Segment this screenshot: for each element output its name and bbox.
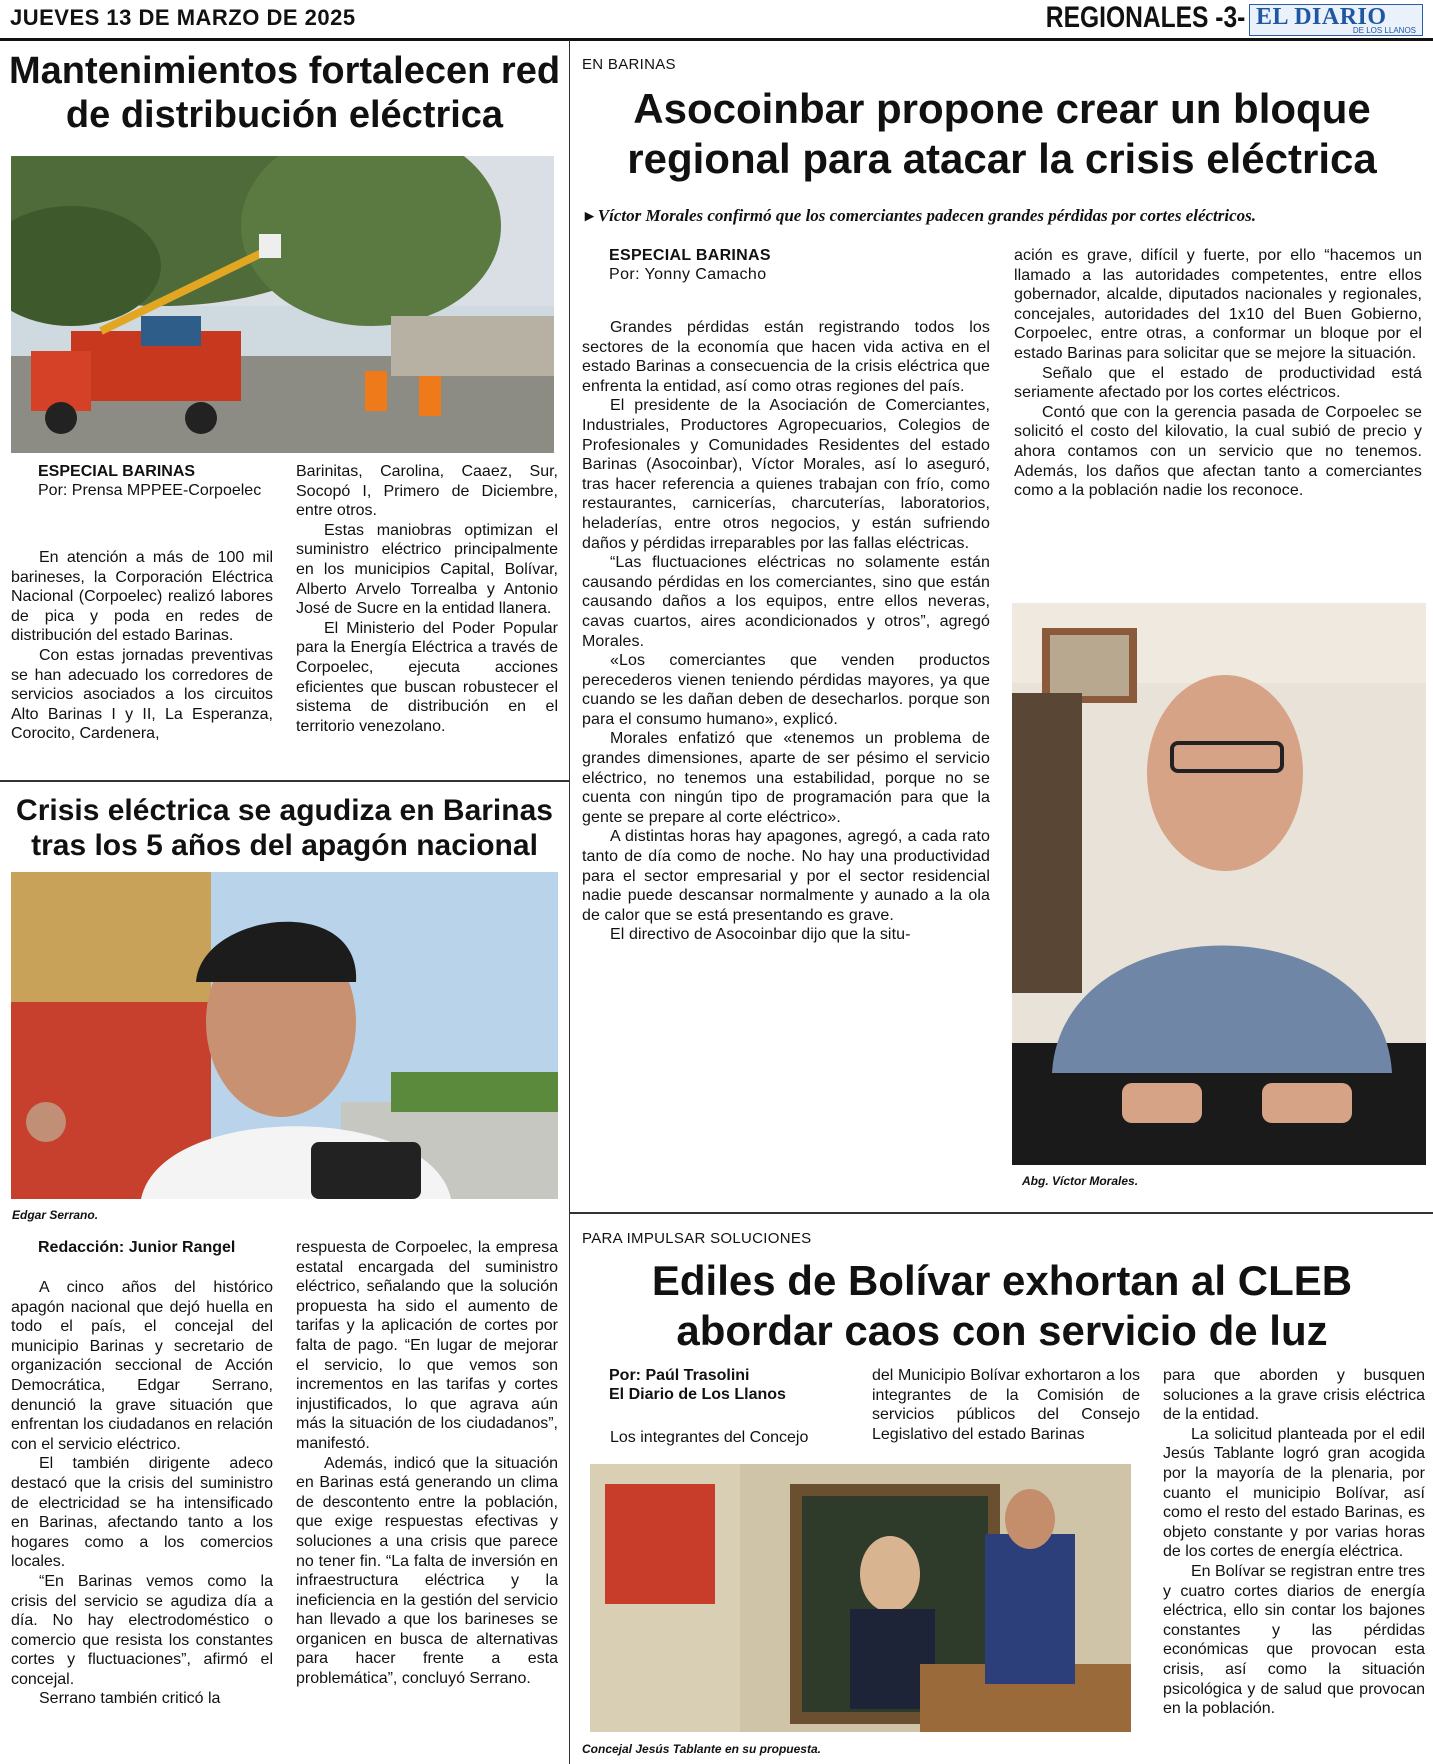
article2-column-2: [296, 1238, 558, 1689]
article4-kicker: PARA IMPULSAR SOLUCIONES: [582, 1230, 812, 1247]
left-divider: [0, 780, 569, 782]
article1-photo: [11, 156, 554, 453]
column-divider: [569, 40, 570, 1764]
paragraph: Con estas jornadas preventivas se han adecuado los corredores de servicios asociados a los circuitos Alto Barinas I y II, La Esperanza, Corocito, Cardenera,: [11, 646, 273, 743]
article1-title: Mantenimientos fortalecen red de distribución eléctrica: [8, 50, 561, 136]
paragraph: Morales enfatizó que «tenemos un problema de grandes dimensiones, aparte de ser pésimo el servicio eléctrico, no tenemos una estabilidad, porque no se cuenta con ningún tipo de programación para que la gente se prepare al corte eléctrico».: [582, 730, 990, 826]
article1-byline-author: Por: Prensa MPPEE-Corpoelec: [38, 482, 262, 499]
article1-column-2: [296, 462, 558, 736]
paragraph: ación es grave, difícil y fuerte, por ello “hacemos un llamado a las autoridades competentes, entre ellos gobernador, alcalde, diputados nacionales y regionales, concejales, autoridades del 1x10 del Buen Gobierno, Corpoelec, entre otras, a conformar un bloque por el estado Barinas para solicitar que se mejore la situación.: [1014, 247, 1422, 362]
paragraph: “En Barinas vemos como la crisis del servicio se agudiza día a día. No hay electrodoméstico o comercio que resista los constantes cortes y fluctuaciones”, afirmó el concejal.: [11, 1572, 273, 1688]
paragraph: Señalo que el estado de productividad está seriamente afectado por los cortes eléctricos.: [1014, 364, 1422, 402]
paragraph: Contó que con la gerencia pasada de Corpoelec se solicitó el costo del kilovatio, la cual subió de precio y ahora contamos con un servicio que no tenemos. Además, los daños que afectan tanto a comerciantes como a la población nadie los reconoce.: [1014, 403, 1422, 500]
article3-caption: Abg. Víctor Morales.: [1022, 1174, 1139, 1188]
paragraph: El directivo de Asocoinbar dijo que la situ-: [610, 926, 911, 944]
paragraph: A cinco años del histórico apagón nacional que dejó huella en todo el país, el concejal del municipio Barinas y secretario de organización seccional de Acción Democrática, Edgar Serrano, denunció la grave situación que enfrentan los ciudadanos en relación con el servicio eléctrico.: [11, 1279, 273, 1453]
paragraph: «Los comerciantes que venden productos perecederos vienen teniendo pérdidas mayores, ya que cuando se les dañan deben de desecharlos. porque son para el consumo humano», explicó.: [582, 652, 990, 728]
newspaper-logo: [1249, 4, 1423, 36]
article3-byline-author: Por: Yonny Camacho: [609, 266, 767, 283]
article4-byline: [609, 1366, 859, 1404]
article2-title: Crisis eléctrica se agudiza en Barinas tras los 5 años del apagón nacional: [16, 794, 553, 862]
article2-caption: Edgar Serrano.: [12, 1208, 99, 1222]
article3-subtitle: [585, 206, 1430, 226]
paragraph: Grandes pérdidas están registrando todos los sectores de la economía que hacen vida activa en el estado Barinas a consecuencia de la crisis eléctrica que enfrenta la entidad, así como otras regiones del país.: [582, 319, 990, 395]
council-chamber-photo: [590, 1464, 1131, 1732]
paragraph: “Las fluctuaciones eléctricas no solamente están causando pérdidas en los comerciantes, sino que están causando daños a los equipos, entre ellos neveras, cavas cuartos, aires acondicionados y otros”, agregó Morales.: [582, 554, 990, 650]
paragraph: El también dirigente adeco destacó que la crisis del suministro de electricidad se ha intensificado en Barinas, afectando tanto a los hogares como a los comercios locales.: [11, 1455, 273, 1571]
article3-column-2: [1014, 246, 1422, 501]
article3-column-1: [582, 318, 990, 945]
logo-sub: DE LOS LLANOS: [1352, 26, 1416, 35]
paragraph: respuesta de Corpoelec, la empresa estatal encargada del suministro eléctrico, señalando que la solución propuesta ha sido el aumento de tarifas y la aplicación de cortes por falta de pago. “En lugar de mejorar el servicio, lo que vemos son incrementos en las tarifas y cortes injustificados, lo que agrava aún más la situación de los ciudadanos”, manifestó.: [296, 1239, 558, 1452]
edgar-serrano-photo: [11, 872, 558, 1199]
article2-column-1: [11, 1278, 273, 1709]
arrow-icon: ▸: [585, 206, 598, 225]
article4-caption: Concejal Jesús Tablante en su propuesta.: [582, 1742, 821, 1756]
paragraph: En Bolívar se registran entre tres y cuatro cortes diarios de energía eléctrica, ello sin contar los bajones constantes y las pérdidas económicas que provocan esta crisis, así como la situación psicológica y de salud que provocan en la población.: [1163, 1562, 1425, 1718]
article1-byline-label: ESPECIAL BARINAS: [38, 463, 196, 480]
article4-column-2: [872, 1366, 1140, 1444]
paragraph: La solicitud planteada por el edil Jesús Tablante logró gran acogida por la mayoría de la plenaria, por cuanto el municipio Bolívar, así como el resto del estado Barinas, es objeto constante y por varias horas de los cortes de energía eléctrica.: [1163, 1425, 1425, 1561]
article3-byline: [609, 246, 909, 284]
paragraph: Los integrantes del Concejo: [610, 1429, 809, 1446]
article1-byline: [38, 462, 288, 500]
article4-column-3: [1163, 1366, 1425, 1719]
article1-column-1: [11, 548, 273, 744]
logo-main: EL DIARIO: [1256, 4, 1387, 30]
article3-photo: [1012, 603, 1426, 1165]
paragraph: Serrano también criticó la: [39, 1690, 221, 1708]
issue-date: JUEVES 13 DE MARZO DE 2025: [10, 5, 356, 30]
paragraph: En atención a más de 100 mil barineses, la Corporación Eléctrica Nacional (Corpoelec) realizó labores de pica y poda en redes de distribución del estado Barinas.: [11, 549, 273, 645]
paragraph: para que aborden y busquen soluciones a la grave crisis eléctrica de la entidad.: [1163, 1367, 1425, 1424]
article3-kicker: EN BARINAS: [582, 56, 676, 73]
paragraph: A distintas horas hay apagones, agregó, a cada rato tanto de día como de noche. No hay una productividad para el sector empresarial y por el sector residencial nadie puede descansar normalmente y aunado a la ola de calor que se está presentando es grave.: [582, 828, 990, 924]
paragraph: Además, indicó que la situación en Barinas está generando un clima de descontento entre la población, que exige respuestas efectivas y soluciones a una crisis que parece no tener fin. “La falta de inversión en infraestructura eléctrica y la ineficiencia en la gestión del servicio han llevado a que los barineses se organicen en busca de alternativas para hacer frente a esta problemática”, concluyó Serrano.: [296, 1454, 558, 1688]
article4-byline-outlet: El Diario de Los Llanos: [609, 1386, 786, 1403]
article4-title: Ediles de Bolívar exhortan al CLEB abordar caos con servicio de luz: [651, 1257, 1353, 1355]
article3-byline-label: ESPECIAL BARINAS: [609, 247, 771, 264]
article3-title: Asocoinbar propone crear un bloque regional para atacar la crisis eléctrica: [627, 85, 1377, 183]
paragraph: del Municipio Bolívar exhortaron a los integrantes de la Comisión de servicios públicos del Consejo Legislativo del estado Barinas: [872, 1367, 1140, 1443]
right-divider: [570, 1212, 1433, 1214]
article4-byline-author: Por: Paúl Trasolini: [609, 1367, 750, 1384]
article3-subtitle-text: Víctor Morales confirmó que los comerciantes padecen grandes pérdidas por cortes eléctricos.: [597, 206, 1257, 225]
utility-crew-photo: [11, 156, 554, 453]
paragraph: El presidente de la Asociación de Comerciantes, Industriales, Productores Agropecuarios, Colegios de Profesionales y Comunidades Residentes del estado Barinas (Asocoinbar), Víctor Morales, así lo aseguró, tras hacer referencia a quienes trabajan con frío, como restaurantes, carnicerías, charcuterías, laboratorios, heladerías, entre otros negocios, y están sufriendo daños y pérdidas irreparables por las fallas eléctricas.: [582, 397, 990, 552]
paragraph: Estas maniobras optimizan el suministro eléctrico principalmente en los municipios Capital, Bolívar, Alberto Arvelo Torrealba y Antonio José de Sucre en la entidad llanera.: [296, 521, 558, 618]
paragraph: Barinitas, Carolina, Caaez, Sur, Socopó I, Primero de Diciembre, entre otros.: [296, 463, 558, 520]
article2-byline-text: Redacción: Junior Rangel: [38, 1239, 236, 1256]
victor-morales-photo: [1012, 603, 1426, 1165]
article2-photo: [11, 872, 558, 1199]
article4-photo: [590, 1464, 1131, 1732]
paragraph: El Ministerio del Poder Popular para la Energía Eléctrica a través de Corpoelec, ejecuta acciones eficientes que buscan robustecer el sistema de distribución en el territorio venezolano.: [296, 619, 558, 735]
article2-byline: [38, 1238, 288, 1257]
article4-column-1: [582, 1428, 850, 1448]
section-label: REGIONALES -3-: [1045, 1, 1245, 34]
